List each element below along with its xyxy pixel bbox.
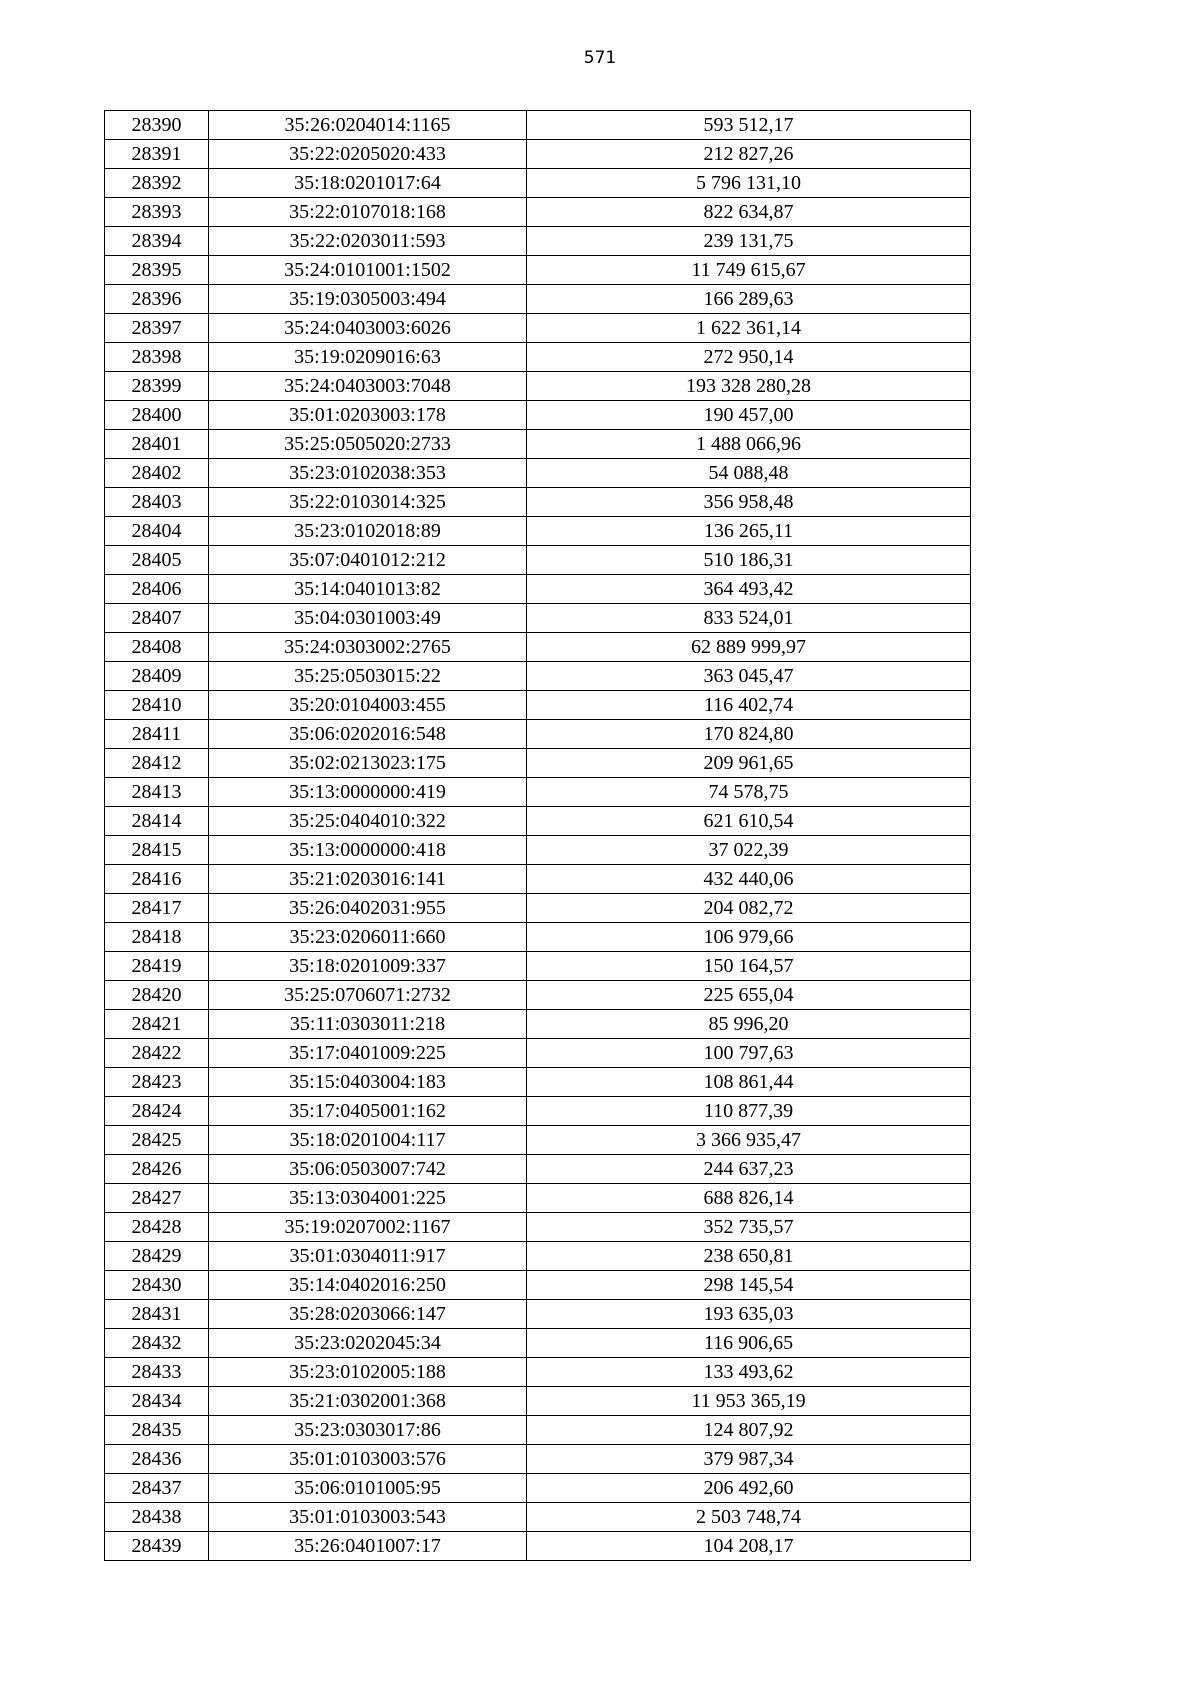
cadastral-number-cell: 35:15:0403004:183 [209, 1068, 527, 1097]
cadastral-number-cell: 35:07:0401012:212 [209, 546, 527, 575]
row-number-cell: 28391 [105, 140, 209, 169]
table-row [105, 1474, 971, 1503]
row-number-cell: 28429 [105, 1242, 209, 1271]
cadastral-number-cell: 35:19:0207002:1167 [209, 1213, 527, 1242]
cadastral-value-cell: 124 807,92 [527, 1416, 971, 1445]
cadastral-value-cell: 74 578,75 [527, 778, 971, 807]
row-number-cell: 28436 [105, 1445, 209, 1474]
table-row [105, 981, 971, 1010]
row-number-cell: 28425 [105, 1126, 209, 1155]
row-number-cell: 28422 [105, 1039, 209, 1068]
cadastral-number-cell: 35:02:0213023:175 [209, 749, 527, 778]
cadastral-number-cell: 35:24:0303002:2765 [209, 633, 527, 662]
row-number-cell: 28397 [105, 314, 209, 343]
cadastral-value-cell: 238 650,81 [527, 1242, 971, 1271]
cadastral-number-cell: 35:13:0000000:419 [209, 778, 527, 807]
cadastral-value-cell: 166 289,63 [527, 285, 971, 314]
cadastral-value-cell: 352 735,57 [527, 1213, 971, 1242]
table-row [105, 575, 971, 604]
table-row [105, 720, 971, 749]
row-number-cell: 28394 [105, 227, 209, 256]
row-number-cell: 28410 [105, 691, 209, 720]
row-number-cell: 28418 [105, 923, 209, 952]
cadastral-value-cell: 822 634,87 [527, 198, 971, 227]
table-row [105, 923, 971, 952]
row-number-cell: 28408 [105, 633, 209, 662]
cadastral-value-cell: 5 796 131,10 [527, 169, 971, 198]
cadastral-value-cell: 133 493,62 [527, 1358, 971, 1387]
cadastral-number-cell: 35:20:0104003:455 [209, 691, 527, 720]
cadastral-number-cell: 35:24:0403003:6026 [209, 314, 527, 343]
row-number-cell: 28416 [105, 865, 209, 894]
table-row [105, 1300, 971, 1329]
table-row [105, 1213, 971, 1242]
cadastral-number-cell: 35:14:0402016:250 [209, 1271, 527, 1300]
table-row [105, 894, 971, 923]
table-row [105, 1039, 971, 1068]
row-number-cell: 28420 [105, 981, 209, 1010]
cadastral-value-cell: 209 961,65 [527, 749, 971, 778]
row-number-cell: 28432 [105, 1329, 209, 1358]
table-body [105, 111, 971, 1561]
row-number-cell: 28398 [105, 343, 209, 372]
row-number-cell: 28393 [105, 198, 209, 227]
cadastral-number-cell: 35:18:0201017:64 [209, 169, 527, 198]
row-number-cell: 28437 [105, 1474, 209, 1503]
table-row [105, 1387, 971, 1416]
row-number-cell: 28431 [105, 1300, 209, 1329]
row-number-cell: 28433 [105, 1358, 209, 1387]
cadastral-number-cell: 35:22:0103014:325 [209, 488, 527, 517]
cadastral-number-cell: 35:11:0303011:218 [209, 1010, 527, 1039]
row-number-cell: 28395 [105, 256, 209, 285]
cadastral-number-cell: 35:26:0402031:955 [209, 894, 527, 923]
table-row [105, 749, 971, 778]
table-row [105, 633, 971, 662]
table-row [105, 1503, 971, 1532]
row-number-cell: 28417 [105, 894, 209, 923]
cadastral-value-cell: 108 861,44 [527, 1068, 971, 1097]
cadastral-value-cell: 116 402,74 [527, 691, 971, 720]
row-number-cell: 28399 [105, 372, 209, 401]
row-number-cell: 28421 [105, 1010, 209, 1039]
table-row [105, 836, 971, 865]
cadastral-value-cell: 1 622 361,14 [527, 314, 971, 343]
row-number-cell: 28413 [105, 778, 209, 807]
table-row [105, 1416, 971, 1445]
table-row [105, 778, 971, 807]
row-number-cell: 28414 [105, 807, 209, 836]
cadastral-value-cell: 193 328 280,28 [527, 372, 971, 401]
cadastral-value-cell: 510 186,31 [527, 546, 971, 575]
table-row [105, 1445, 971, 1474]
row-number-cell: 28419 [105, 952, 209, 981]
cadastral-number-cell: 35:23:0202045:34 [209, 1329, 527, 1358]
cadastral-number-cell: 35:22:0205020:433 [209, 140, 527, 169]
row-number-cell: 28404 [105, 517, 209, 546]
table-row [105, 1271, 971, 1300]
cadastral-value-cell: 3 366 935,47 [527, 1126, 971, 1155]
cadastral-number-cell: 35:24:0101001:1502 [209, 256, 527, 285]
table-row [105, 1358, 971, 1387]
cadastral-number-cell: 35:24:0403003:7048 [209, 372, 527, 401]
table-row [105, 952, 971, 981]
cadastral-value-cell: 190 457,00 [527, 401, 971, 430]
table-row [105, 111, 971, 140]
cadastral-number-cell: 35:18:0201004:117 [209, 1126, 527, 1155]
row-number-cell: 28424 [105, 1097, 209, 1126]
table-row [105, 198, 971, 227]
table-row [105, 865, 971, 894]
cadastral-number-cell: 35:19:0305003:494 [209, 285, 527, 314]
table-row [105, 662, 971, 691]
cadastral-value-cell: 193 635,03 [527, 1300, 971, 1329]
cadastral-number-cell: 35:23:0303017:86 [209, 1416, 527, 1445]
row-number-cell: 28411 [105, 720, 209, 749]
cadastral-number-cell: 35:28:0203066:147 [209, 1300, 527, 1329]
cadastral-value-cell: 206 492,60 [527, 1474, 971, 1503]
cadastral-number-cell: 35:06:0101005:95 [209, 1474, 527, 1503]
row-number-cell: 28401 [105, 430, 209, 459]
cadastral-number-cell: 35:04:0301003:49 [209, 604, 527, 633]
row-number-cell: 28400 [105, 401, 209, 430]
cadastral-number-cell: 35:01:0203003:178 [209, 401, 527, 430]
cadastral-number-cell: 35:25:0503015:22 [209, 662, 527, 691]
cadastral-value-cell: 204 082,72 [527, 894, 971, 923]
cadastral-number-cell: 35:18:0201009:337 [209, 952, 527, 981]
row-number-cell: 28426 [105, 1155, 209, 1184]
cadastral-value-cell: 379 987,34 [527, 1445, 971, 1474]
cadastral-value-cell: 54 088,48 [527, 459, 971, 488]
table-row [105, 517, 971, 546]
table-row [105, 691, 971, 720]
cadastral-number-cell: 35:21:0203016:141 [209, 865, 527, 894]
cadastral-number-cell: 35:22:0203011:593 [209, 227, 527, 256]
cadastral-number-cell: 35:13:0000000:418 [209, 836, 527, 865]
row-number-cell: 28396 [105, 285, 209, 314]
cadastral-value-cell: 150 164,57 [527, 952, 971, 981]
table-row [105, 1532, 971, 1561]
table-row [105, 169, 971, 198]
cadastral-number-cell: 35:25:0706071:2732 [209, 981, 527, 1010]
table-row [105, 227, 971, 256]
row-number-cell: 28392 [105, 169, 209, 198]
cadastral-value-cell: 239 131,75 [527, 227, 971, 256]
cadastral-value-cell: 37 022,39 [527, 836, 971, 865]
cadastral-value-cell: 2 503 748,74 [527, 1503, 971, 1532]
cadastral-number-cell: 35:19:0209016:63 [209, 343, 527, 372]
cadastral-number-cell: 35:23:0206011:660 [209, 923, 527, 952]
cadastral-value-cell: 364 493,42 [527, 575, 971, 604]
row-number-cell: 28403 [105, 488, 209, 517]
cadastral-value-cell: 62 889 999,97 [527, 633, 971, 662]
cadastral-number-cell: 35:23:0102005:188 [209, 1358, 527, 1387]
cadastral-value-cell: 298 145,54 [527, 1271, 971, 1300]
table-row [105, 604, 971, 633]
row-number-cell: 28409 [105, 662, 209, 691]
cadastral-value-cell: 110 877,39 [527, 1097, 971, 1126]
cadastral-value-cell: 104 208,17 [527, 1532, 971, 1561]
table-row [105, 1097, 971, 1126]
table-row [105, 459, 971, 488]
cadastral-number-cell: 35:01:0103003:543 [209, 1503, 527, 1532]
cadastral-number-cell: 35:21:0302001:368 [209, 1387, 527, 1416]
cadastral-number-cell: 35:23:0102018:89 [209, 517, 527, 546]
table-row [105, 546, 971, 575]
row-number-cell: 28439 [105, 1532, 209, 1561]
cadastral-value-cell: 11 953 365,19 [527, 1387, 971, 1416]
row-number-cell: 28407 [105, 604, 209, 633]
cadastral-number-cell: 35:06:0202016:548 [209, 720, 527, 749]
cadastral-number-cell: 35:26:0401007:17 [209, 1532, 527, 1561]
cadastral-number-cell: 35:06:0503007:742 [209, 1155, 527, 1184]
table-row [105, 1329, 971, 1358]
cadastral-value-cell: 688 826,14 [527, 1184, 971, 1213]
table-row [105, 314, 971, 343]
cadastral-value-table [104, 110, 971, 1561]
cadastral-number-cell: 35:17:0401009:225 [209, 1039, 527, 1068]
table-row [105, 430, 971, 459]
cadastral-value-cell: 170 824,80 [527, 720, 971, 749]
row-number-cell: 28428 [105, 1213, 209, 1242]
cadastral-value-cell: 272 950,14 [527, 343, 971, 372]
cadastral-value-cell: 1 488 066,96 [527, 430, 971, 459]
row-number-cell: 28427 [105, 1184, 209, 1213]
cadastral-value-cell: 225 655,04 [527, 981, 971, 1010]
table-row [105, 1126, 971, 1155]
row-number-cell: 28402 [105, 459, 209, 488]
table-row [105, 1155, 971, 1184]
page-number: 571 [583, 48, 617, 68]
cadastral-value-cell: 244 637,23 [527, 1155, 971, 1184]
cadastral-value-cell: 116 906,65 [527, 1329, 971, 1358]
table-row [105, 488, 971, 517]
cadastral-value-cell: 11 749 615,67 [527, 256, 971, 285]
cadastral-number-cell: 35:14:0401013:82 [209, 575, 527, 604]
cadastral-value-cell: 100 797,63 [527, 1039, 971, 1068]
table-row [105, 401, 971, 430]
row-number-cell: 28415 [105, 836, 209, 865]
cadastral-value-cell: 136 265,11 [527, 517, 971, 546]
table-row [105, 1068, 971, 1097]
cadastral-value-cell: 432 440,06 [527, 865, 971, 894]
row-number-cell: 28430 [105, 1271, 209, 1300]
table-row [105, 372, 971, 401]
row-number-cell: 28406 [105, 575, 209, 604]
row-number-cell: 28434 [105, 1387, 209, 1416]
row-number-cell: 28390 [105, 111, 209, 140]
table-row [105, 1242, 971, 1271]
cadastral-value-cell: 212 827,26 [527, 140, 971, 169]
table-row [105, 140, 971, 169]
cadastral-value-cell: 593 512,17 [527, 111, 971, 140]
row-number-cell: 28423 [105, 1068, 209, 1097]
cadastral-number-cell: 35:13:0304001:225 [209, 1184, 527, 1213]
cadastral-number-cell: 35:17:0405001:162 [209, 1097, 527, 1126]
cadastral-value-cell: 833 524,01 [527, 604, 971, 633]
row-number-cell: 28438 [105, 1503, 209, 1532]
cadastral-number-cell: 35:01:0304011:917 [209, 1242, 527, 1271]
cadastral-value-cell: 621 610,54 [527, 807, 971, 836]
cadastral-value-cell: 363 045,47 [527, 662, 971, 691]
table-row [105, 256, 971, 285]
table-row [105, 1010, 971, 1039]
cadastral-number-cell: 35:25:0505020:2733 [209, 430, 527, 459]
cadastral-value-cell: 106 979,66 [527, 923, 971, 952]
cadastral-value-cell: 85 996,20 [527, 1010, 971, 1039]
cadastral-value-cell: 356 958,48 [527, 488, 971, 517]
table-row [105, 285, 971, 314]
table-row [105, 1184, 971, 1213]
row-number-cell: 28405 [105, 546, 209, 575]
cadastral-number-cell: 35:22:0107018:168 [209, 198, 527, 227]
cadastral-number-cell: 35:26:0204014:1165 [209, 111, 527, 140]
cadastral-number-cell: 35:01:0103003:576 [209, 1445, 527, 1474]
table-row [105, 807, 971, 836]
cadastral-number-cell: 35:25:0404010:322 [209, 807, 527, 836]
row-number-cell: 28412 [105, 749, 209, 778]
table-row [105, 343, 971, 372]
cadastral-number-cell: 35:23:0102038:353 [209, 459, 527, 488]
row-number-cell: 28435 [105, 1416, 209, 1445]
